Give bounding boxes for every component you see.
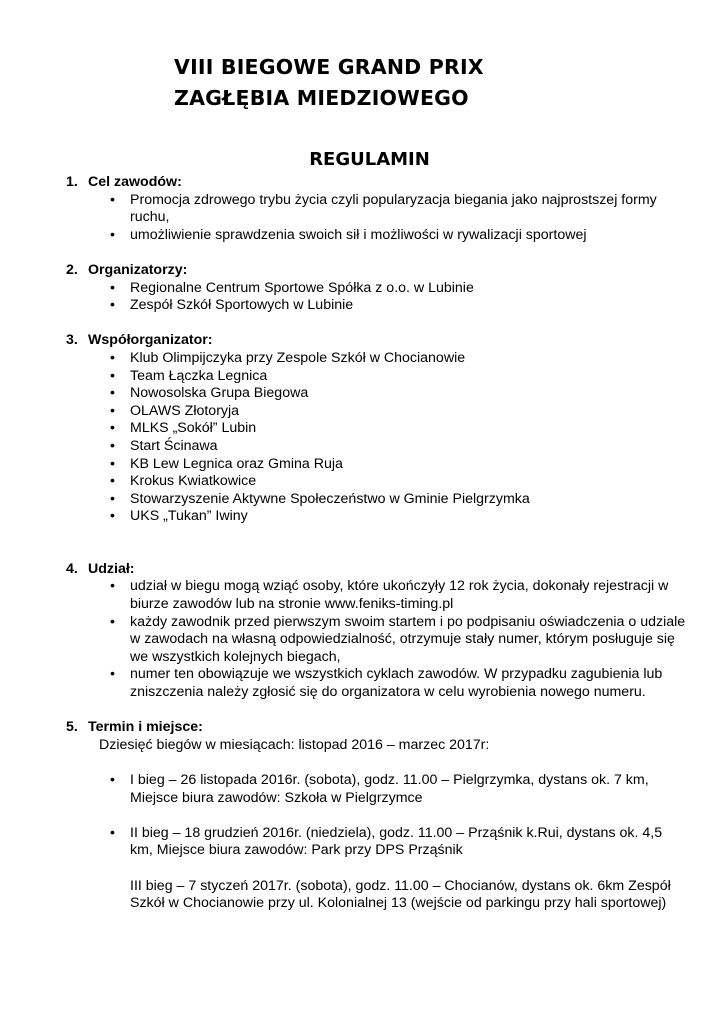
section-number: 2. bbox=[66, 261, 78, 278]
list-item: • II bieg – 18 grudzień 2016r. (niedziela), godz. 11.00 – Prząśnik k.Rui, dystans ok. 4,5 km, Miejsce biura zawodów: Park przy DPS Prząśnik bbox=[66, 825, 686, 860]
section-date-and-place bbox=[66, 719, 686, 913]
title-line-2: ZAGŁĘBIA MIEDZIOWEGO bbox=[174, 86, 469, 110]
list-item: • Stowarzyszenie Aktywne Społeczeństwo w Gminie Pielgrzymka bbox=[66, 491, 686, 509]
section-title: Cel zawodów: bbox=[88, 174, 182, 190]
bullet-list bbox=[66, 280, 686, 315]
list-item: • Promocja zdrowego trybu życia czyli popularyzacja biegania jako najprostszej formy ruchu, bbox=[66, 192, 686, 227]
section-title: Współorganizator: bbox=[88, 332, 213, 349]
document-subtitle: REGULAMIN bbox=[309, 149, 430, 170]
bullet-list bbox=[66, 350, 686, 526]
list-item: • umożliwienie sprawdzenia swoich sił i możliwości w rywalizacji sportowej bbox=[66, 227, 686, 245]
section-title: Organizatorzy: bbox=[88, 261, 188, 278]
list-item: • Krokus Kwiatkowice bbox=[66, 473, 686, 491]
bullet-list bbox=[66, 825, 686, 860]
section-heading bbox=[66, 332, 686, 350]
section-participation bbox=[66, 561, 686, 702]
list-item: • każdy zawodnik przed pierwszym swoim startem i po podpisaniu oświadczenia o udziale w zawodach na własną odpowiedzialność, otrzymuje stały numer, którym posługuje się we wszystkich kolejnych biegach, bbox=[66, 614, 686, 667]
schedule-intro: Dziesięć biegów w miesiącach: listopad 2016 – marzec 2017r: bbox=[99, 736, 490, 753]
bullet-list bbox=[66, 772, 686, 807]
title-line-1: VIII BIEGOWE GRAND PRIX bbox=[174, 55, 484, 79]
bullet-list bbox=[66, 578, 686, 701]
section-heading bbox=[66, 174, 686, 192]
section-heading bbox=[66, 262, 686, 280]
list-item: • UKS „Tukan” Iwiny bbox=[66, 508, 686, 526]
section-goals bbox=[66, 174, 686, 244]
section-heading bbox=[66, 719, 686, 737]
schedule-paragraph: III bieg – 7 styczeń 2017r. (sobota), godz. 11.00 – Chocianów, dystans ok. 6km Zespół Szkół w Chocianowie przy ul. Kolonialnej 13 (wejście od parkingu przy hali sportowej) bbox=[130, 877, 671, 912]
section-number: 4. bbox=[66, 560, 78, 577]
list-item: • Start Ścinawa bbox=[66, 438, 686, 456]
list-item: • OLAWS Złotoryja bbox=[66, 403, 686, 421]
document-title bbox=[174, 52, 484, 114]
bullet-list bbox=[66, 192, 686, 245]
list-item: • MLKS „Sokół” Lubin bbox=[66, 420, 686, 438]
section-organizers bbox=[66, 262, 686, 315]
document-body bbox=[66, 174, 686, 913]
list-item: • Zespół Szkół Sportowych w Lubinie bbox=[66, 297, 686, 315]
list-item: • numer ten obowiązuje we wszystkich cyklach zawodów. W przypadku zagubienia lub zniszczenia należy zgłosić się do organizatora w celu wyrobienia nowego numeru. bbox=[66, 666, 686, 701]
list-item: • Team Łączka Legnica bbox=[66, 368, 686, 386]
section-number: 5. bbox=[66, 719, 78, 736]
section-number: 3. bbox=[66, 332, 78, 349]
section-number: 1. bbox=[66, 174, 78, 190]
list-item: • Klub Olimpijczyka przy Zespole Szkół w Chocianowie bbox=[66, 350, 686, 368]
section-title: Termin i miejsce: bbox=[88, 719, 203, 736]
section-co-organizers bbox=[66, 332, 686, 526]
list-item: • Regionalne Centrum Sportowe Spółka z o.o. w Lubinie bbox=[66, 280, 686, 298]
section-heading bbox=[66, 561, 686, 579]
section-title: Udział: bbox=[88, 560, 135, 577]
list-item: • udział w biegu mogą wziąć osoby, które ukończyły 12 rok życia, dokonały rejestracji w biurze zawodów lub na stronie www.feniks-timing.pl bbox=[66, 578, 686, 613]
list-item: • KB Lew Legnica oraz Gmina Ruja bbox=[66, 456, 686, 474]
list-item: • I bieg – 26 listopada 2016r. (sobota), godz. 11.00 – Pielgrzymka, dystans ok. 7 km, Miejsce biura zawodów: Szkoła w Pielgrzymce bbox=[66, 772, 686, 807]
list-item: • Nowosolska Grupa Biegowa bbox=[66, 385, 686, 403]
